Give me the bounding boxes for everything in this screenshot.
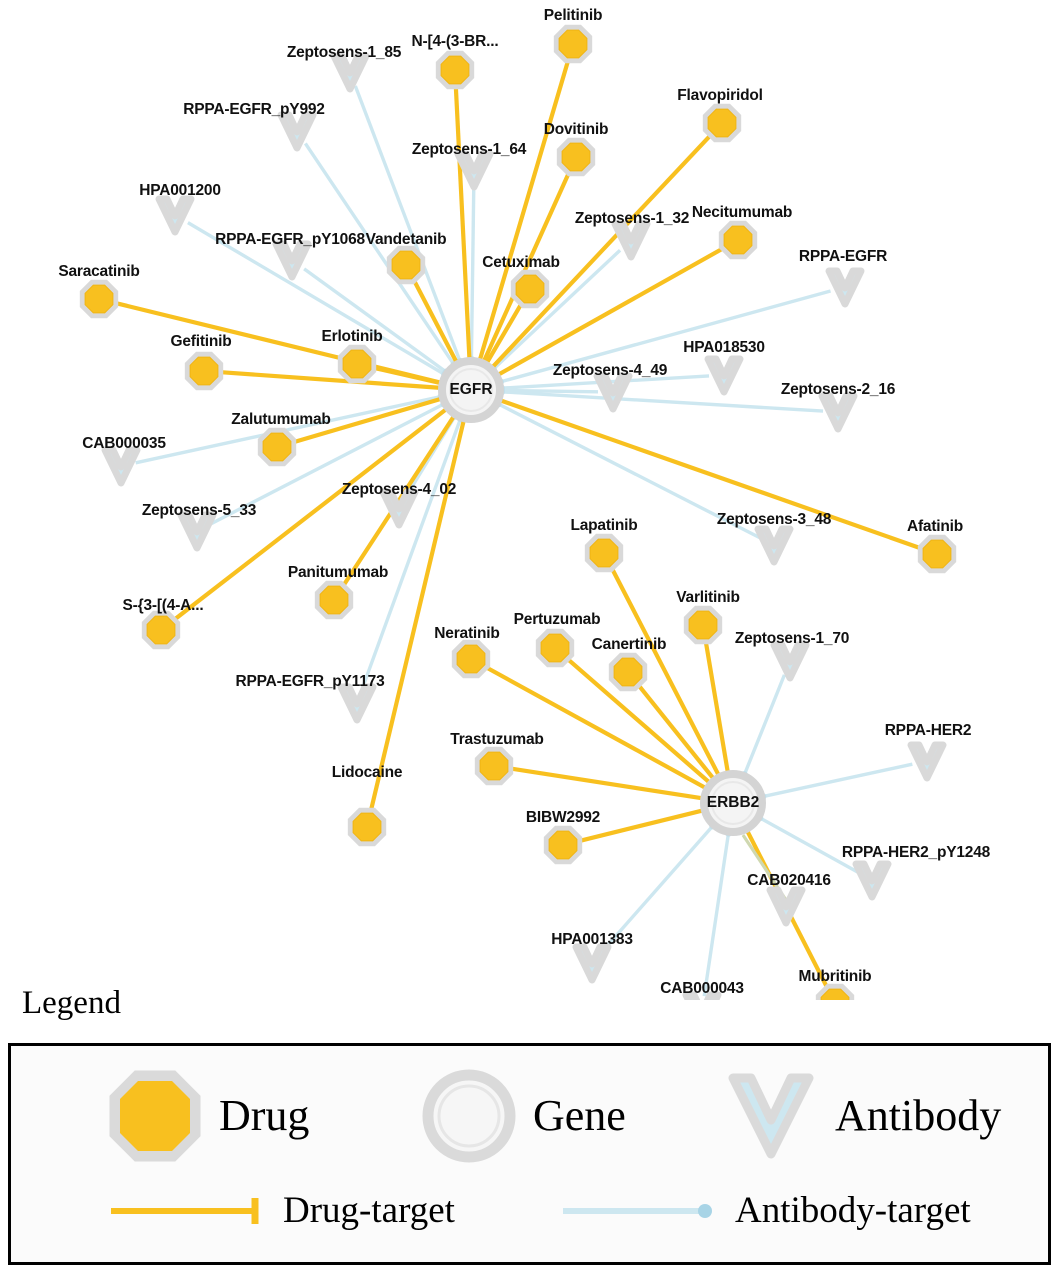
- antibody-node[interactable]: [281, 115, 313, 148]
- drug-icon: [107, 1068, 203, 1164]
- legend-item-drug: [107, 1068, 309, 1164]
- antibody-node-label: Zeptosens-5_33: [141, 502, 257, 519]
- drug-node[interactable]: [549, 831, 577, 859]
- drug-node-label: Pertuzumab: [513, 611, 601, 628]
- antibody-target-edge-icon: [559, 1194, 719, 1228]
- drug-node[interactable]: [392, 251, 420, 279]
- legend-item-gene: [421, 1068, 626, 1164]
- drug-node[interactable]: [559, 30, 587, 58]
- drug-node-label: Pelitinib: [543, 7, 603, 24]
- antibody-node-label: Zeptosens-1_32: [574, 210, 690, 227]
- antibody-node[interactable]: [341, 687, 373, 720]
- antibody-node[interactable]: [856, 864, 888, 897]
- antibody-node-label: HPA001200: [139, 182, 221, 199]
- drug-node[interactable]: [541, 634, 569, 662]
- drug-node-label: Canertinib: [591, 636, 667, 653]
- drug-node[interactable]: [480, 752, 508, 780]
- gene-icon: [421, 1068, 517, 1164]
- gene-node-label: ERBB2: [706, 794, 760, 811]
- legend-label-antibody: Antibody: [835, 1091, 1002, 1140]
- drug-node-label: Panitumumab: [287, 564, 389, 581]
- antibody-node-label: Zeptosens-4_49: [552, 362, 668, 379]
- antibody-node[interactable]: [708, 359, 740, 392]
- drug-node[interactable]: [724, 226, 752, 254]
- antibody-node[interactable]: [758, 529, 790, 562]
- drug-node-label: Flavopiridol: [677, 87, 763, 104]
- drug-node[interactable]: [353, 813, 381, 841]
- antibody-node-label: Zeptosens-1_70: [734, 630, 850, 647]
- antibody-node-label: CAB000043: [660, 980, 744, 997]
- drug-node-label: Zalutumumab: [231, 411, 331, 428]
- drug-node[interactable]: [689, 611, 717, 639]
- drug-node-label: Lidocaine: [331, 764, 403, 781]
- antibody-node[interactable]: [615, 224, 647, 257]
- drug-node[interactable]: [708, 109, 736, 137]
- drug-node-label: Dovitinib: [543, 121, 609, 138]
- legend-item-antibody: [723, 1068, 1001, 1164]
- drug-node[interactable]: [562, 143, 590, 171]
- antibody-node-label: Zeptosens-3_48: [716, 511, 832, 528]
- drug-node[interactable]: [923, 540, 951, 568]
- drug-target-edge-icon: [107, 1194, 267, 1228]
- gene-node-label: EGFR: [449, 381, 493, 398]
- drug-node-label: Afatinib: [906, 518, 964, 535]
- drug-node-label: N-[4-(3-BR...: [411, 33, 499, 50]
- legend-box: [8, 1043, 1051, 1265]
- legend-edge-row: [11, 1186, 1048, 1256]
- drug-node-label: Saracatinib: [58, 263, 140, 280]
- drug-node[interactable]: [263, 433, 291, 461]
- legend-item-antibody-target: [559, 1192, 971, 1229]
- drug-node-label: Neratinib: [434, 625, 500, 642]
- antibody-node-label: RPPA-HER2: [884, 722, 972, 739]
- drug-node[interactable]: [516, 275, 544, 303]
- drug-node-label: Mubritinib: [798, 968, 872, 985]
- antibody-node[interactable]: [576, 947, 608, 980]
- drug-node-label: Lapatinib: [570, 517, 638, 534]
- antibody-icon: [723, 1068, 819, 1164]
- antibody-node[interactable]: [774, 645, 806, 678]
- antibody-node-label: Zeptosens-1_85: [286, 44, 402, 61]
- legend-node-row: [11, 1060, 1048, 1170]
- drug-node[interactable]: [147, 616, 175, 644]
- drug-node[interactable]: [190, 357, 218, 385]
- drug-node[interactable]: [590, 539, 618, 567]
- drug-node[interactable]: [85, 285, 113, 313]
- drug-node-label: BIBW2992: [525, 809, 601, 826]
- drug-node[interactable]: [320, 586, 348, 614]
- antibody-node[interactable]: [822, 396, 854, 429]
- legend-label-gene: Gene: [533, 1091, 626, 1140]
- antibody-node-label: RPPA-HER2_pY1248: [841, 844, 991, 861]
- antibody-node-label: CAB020416: [747, 872, 831, 889]
- legend-label-antibody-target: Antibody-target: [735, 1190, 971, 1231]
- drug-node-label: Erlotinib: [321, 328, 383, 345]
- antibody-node-label: RPPA-EGFR_pY1173: [235, 673, 385, 690]
- antibody-node-label: HPA001383: [551, 931, 633, 948]
- drug-node-label: Gefitinib: [170, 333, 232, 350]
- antibody-node[interactable]: [770, 890, 802, 923]
- legend-title: Legend: [22, 985, 121, 1021]
- legend-label-drug: Drug: [219, 1091, 310, 1140]
- legend-label-drug-target: Drug-target: [283, 1190, 455, 1231]
- antibody-node-label: CAB000035: [82, 435, 166, 452]
- drug-node[interactable]: [343, 350, 371, 378]
- antibody-node-label: RPPA-EGFR: [798, 248, 888, 265]
- antibody-node[interactable]: [159, 199, 191, 232]
- drug-node-label: Varlitinib: [676, 589, 740, 606]
- drug-node[interactable]: [457, 645, 485, 673]
- antibody-node-label: Zeptosens-2_16: [780, 381, 896, 398]
- legend-item-drug-target: [107, 1192, 455, 1229]
- antibody-node[interactable]: [829, 271, 861, 304]
- drug-node-label: Necitumumab: [691, 204, 793, 221]
- drug-node-label: Cetuximab: [482, 254, 560, 271]
- antibody-node-label: Zeptosens-1_64: [411, 141, 527, 158]
- antibody-node[interactable]: [597, 376, 629, 409]
- antibody-node-label: RPPA-EGFR_pY1068: [215, 231, 365, 248]
- antibody-node[interactable]: [911, 745, 943, 778]
- drug-node-label: S-{3-[(4-A...: [122, 597, 204, 614]
- drug-node-label: Trastuzumab: [450, 731, 544, 748]
- legend: [0, 985, 1059, 1280]
- antibody-node-label: Zeptosens-4_02: [341, 481, 457, 498]
- antibody-node-label: HPA018530: [683, 339, 765, 356]
- drug-node-label: Vandetanib: [365, 231, 447, 248]
- drug-node[interactable]: [614, 658, 642, 686]
- drug-node[interactable]: [441, 56, 469, 84]
- antibody-node[interactable]: [105, 450, 137, 483]
- antibody-node-label: RPPA-EGFR_pY992: [183, 101, 325, 118]
